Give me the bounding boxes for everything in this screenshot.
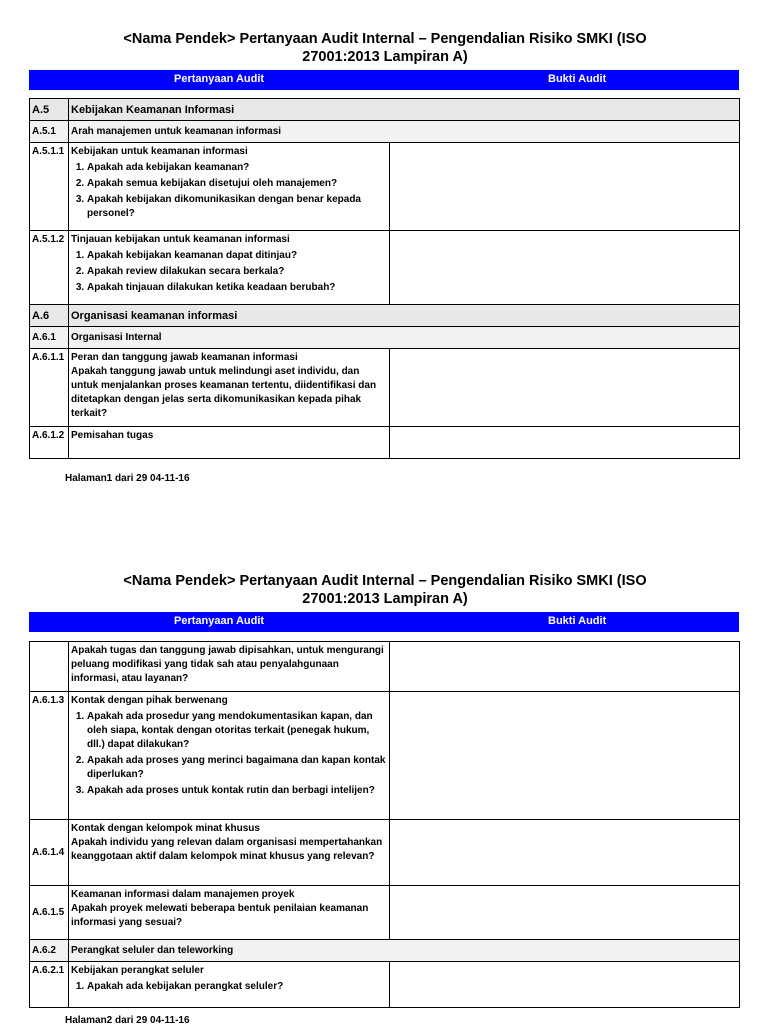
control-question-cell — [69, 231, 390, 305]
control-row — [30, 231, 740, 305]
section-code: A.5 — [30, 99, 69, 121]
control-question-cell — [69, 962, 390, 1008]
control-row — [30, 143, 740, 231]
table-header-bar — [29, 612, 739, 632]
audit-evidence-cell[interactable] — [390, 692, 740, 820]
control-title: Peran dan tanggung jawab keamanan informasi — [71, 352, 298, 363]
subsection-code: A.6.1 — [30, 327, 69, 349]
subsection-row — [30, 121, 740, 143]
control-question-cell — [69, 642, 390, 692]
header-bukti-audit: Bukti Audit — [548, 73, 607, 85]
control-row — [30, 349, 740, 427]
section-code: A.6 — [30, 305, 69, 327]
question-list — [71, 710, 387, 798]
control-row — [30, 962, 740, 1008]
control-title: Kontak dengan kelompok minat khusus — [71, 823, 260, 834]
question-item: 3. Apakah tinjauan dilakukan ketika keadaan berubah? — [87, 281, 387, 295]
subsection-title: Organisasi Internal — [69, 327, 740, 349]
question-list — [71, 980, 387, 994]
page-footer: Halaman1 dari 29 04-11-16 — [65, 473, 190, 484]
audit-evidence-cell[interactable] — [390, 886, 740, 940]
question-item: 1. Apakah ada prosedur yang mendokumentasikan kapan, dan oleh siapa, kontak dengan otoritas terkait (penegak hukum, dll.) dapat dilakukan? — [87, 710, 387, 752]
audit-evidence-cell[interactable] — [390, 427, 740, 459]
control-code — [30, 642, 69, 692]
control-question-cell — [69, 143, 390, 231]
control-question: Apakah tugas dan tanggung jawab dipisahkan, untuk mengurangi peluang modifikasi yang tidak sah atau penyalahgunaan informasi, atau layanan? — [71, 645, 384, 684]
control-title: Pemisahan tugas — [71, 430, 154, 441]
subsection-title: Perangkat seluler dan teleworking — [69, 940, 740, 962]
control-row — [30, 642, 740, 692]
question-item: 3. Apakah kebijakan dikomunikasikan dengan benar kepada personel? — [87, 193, 387, 221]
audit-table — [29, 641, 740, 1008]
question-list — [71, 161, 387, 221]
control-question: Apakah tanggung jawab untuk melindungi aset individu, dan untuk menjalankan proses keamanan tertentu, diidentifikasi dan ditetapkan dengan jelas serta dikomunikasikan kepada pihak terkait? — [71, 366, 377, 419]
header-pertanyaan-audit: Pertanyaan Audit — [174, 73, 265, 85]
control-question: Apakah proyek melewati beberapa bentuk penilaian keamanan informasi yang sesuai? — [71, 903, 369, 928]
question-item: 2. Apakah review dilakukan secara berkala? — [87, 265, 387, 279]
control-title: Kebijakan untuk keamanan informasi — [71, 146, 248, 157]
question-item: 1. Apakah kebijakan keamanan dapat ditinjau? — [87, 249, 387, 263]
page-title: <Nama Pendek> Pertanyaan Audit Internal – Pengendalian Risiko SMKI (ISO 27001:2013 Lampiran A) — [123, 31, 647, 65]
control-row — [30, 820, 740, 886]
control-question-cell — [69, 886, 390, 940]
question-item: 2. Apakah semua kebijakan disetujui oleh manajemen? — [87, 177, 387, 191]
question-item: 2. Apakah ada proses yang merinci bagaimana dan kapan kontak diperlukan? — [87, 754, 387, 782]
control-question-cell — [69, 349, 390, 427]
control-code: A.6.1.4 — [30, 820, 69, 886]
control-code: A.6.1.1 — [30, 349, 69, 427]
section-title: Kebijakan Keamanan Informasi — [69, 99, 740, 121]
audit-evidence-cell[interactable] — [390, 962, 740, 1008]
question-item: 1. Apakah ada kebijakan keamanan? — [87, 161, 387, 175]
audit-evidence-cell[interactable] — [390, 349, 740, 427]
section-row — [30, 99, 740, 121]
control-code: A.6.2.1 — [30, 962, 69, 1008]
control-title: Tinjauan kebijakan untuk keamanan informasi — [71, 234, 290, 245]
control-question: Apakah individu yang relevan dalam organisasi mempertahankan keanggotaan aktif dalam kelompok minat khusus yang relevan? — [71, 837, 383, 862]
control-code: A.5.1.2 — [30, 231, 69, 305]
control-row — [30, 427, 740, 459]
control-question-cell — [69, 820, 390, 886]
subsection-code: A.5.1 — [30, 121, 69, 143]
control-code: A.6.1.2 — [30, 427, 69, 459]
control-code: A.5.1.1 — [30, 143, 69, 231]
header-pertanyaan-audit: Pertanyaan Audit — [174, 615, 265, 627]
control-row — [30, 886, 740, 940]
page-footer: Halaman2 dari 29 04-11-16 — [65, 1015, 190, 1026]
table-header-bar — [29, 70, 739, 90]
header-bukti-audit: Bukti Audit — [548, 615, 607, 627]
control-title: Kontak dengan pihak berwenang — [71, 695, 228, 706]
question-item: 3. Apakah ada proses untuk kontak rutin dan berbagi intelijen? — [87, 784, 387, 798]
question-item: 1. Apakah ada kebijakan perangkat seluler? — [87, 980, 387, 994]
audit-table — [29, 98, 740, 459]
question-list — [71, 249, 387, 295]
control-question-cell — [69, 692, 390, 820]
audit-evidence-cell[interactable] — [390, 642, 740, 692]
subsection-row — [30, 940, 740, 962]
control-title: Kebijakan perangkat seluler — [71, 965, 204, 976]
subsection-row — [30, 327, 740, 349]
control-row — [30, 692, 740, 820]
section-row — [30, 305, 740, 327]
audit-evidence-cell[interactable] — [390, 143, 740, 231]
control-code: A.6.1.5 — [30, 886, 69, 940]
audit-evidence-cell[interactable] — [390, 820, 740, 886]
subsection-code: A.6.2 — [30, 940, 69, 962]
audit-evidence-cell[interactable] — [390, 231, 740, 305]
control-code: A.6.1.3 — [30, 692, 69, 820]
page-title: <Nama Pendek> Pertanyaan Audit Internal – Pengendalian Risiko SMKI (ISO 27001:2013 Lampiran A) — [123, 573, 647, 607]
control-title: Keamanan informasi dalam manajemen proyek — [71, 889, 295, 900]
section-title: Organisasi keamanan informasi — [69, 305, 740, 327]
subsection-title: Arah manajemen untuk keamanan informasi — [69, 121, 740, 143]
control-question-cell — [69, 427, 390, 459]
